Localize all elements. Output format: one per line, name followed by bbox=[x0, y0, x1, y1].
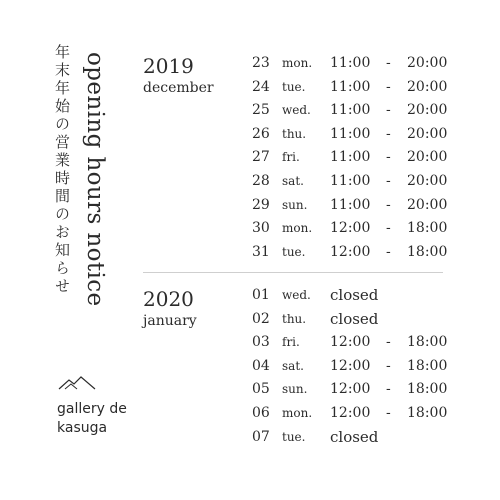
open-time: 12:00 bbox=[330, 404, 371, 421]
day-number: 06 bbox=[252, 404, 270, 421]
close-time: 20:00 bbox=[407, 196, 448, 213]
month-label: january bbox=[143, 313, 197, 329]
year-block-2020 bbox=[143, 287, 197, 331]
open-time: 12:00 bbox=[330, 357, 371, 374]
weekday: sun. bbox=[282, 382, 308, 397]
weekday: sat. bbox=[282, 173, 304, 188]
day-number: 31 bbox=[252, 243, 270, 260]
year-label: 2019 bbox=[143, 54, 194, 78]
day-number: 04 bbox=[252, 357, 270, 374]
day-number: 05 bbox=[252, 381, 270, 398]
open-time: 12:00 bbox=[330, 334, 371, 351]
time-separator: - bbox=[386, 125, 391, 142]
day-number: 30 bbox=[252, 220, 270, 237]
close-time: 18:00 bbox=[407, 334, 448, 351]
close-time: 18:00 bbox=[407, 404, 448, 421]
weekday: tue. bbox=[282, 79, 306, 94]
mountain-icon bbox=[57, 375, 97, 391]
close-time: 18:00 bbox=[407, 381, 448, 398]
day-number: 23 bbox=[252, 55, 270, 71]
page-title: opening hours notice bbox=[82, 52, 108, 307]
open-time: 11:00 bbox=[330, 78, 371, 95]
close-time: 18:00 bbox=[407, 243, 448, 260]
weekday: mon. bbox=[282, 405, 313, 420]
closed-status: closed bbox=[330, 427, 379, 446]
close-time: 20:00 bbox=[407, 102, 448, 119]
day-number: 02 bbox=[252, 310, 270, 327]
time-separator: - bbox=[386, 55, 391, 71]
day-number: 26 bbox=[252, 125, 270, 142]
month-label: december bbox=[143, 80, 214, 96]
close-time: 18:00 bbox=[407, 220, 448, 237]
year-label: 2020 bbox=[143, 287, 194, 311]
day-number: 01 bbox=[252, 287, 270, 303]
close-time: 20:00 bbox=[407, 149, 448, 166]
close-time: 20:00 bbox=[407, 172, 448, 189]
year-block-2019 bbox=[143, 54, 214, 98]
close-time: 20:00 bbox=[407, 78, 448, 95]
weekday: wed. bbox=[282, 103, 311, 118]
time-separator: - bbox=[386, 149, 391, 166]
day-number: 07 bbox=[252, 428, 270, 445]
open-time: 11:00 bbox=[330, 196, 371, 213]
time-separator: - bbox=[386, 78, 391, 95]
time-separator: - bbox=[386, 196, 391, 213]
day-number: 29 bbox=[252, 196, 270, 213]
time-separator: - bbox=[386, 102, 391, 119]
weekday: thu. bbox=[282, 126, 307, 141]
open-time: 11:00 bbox=[330, 102, 371, 119]
time-separator: - bbox=[386, 220, 391, 237]
day-number: 24 bbox=[252, 78, 270, 95]
weekday: fri. bbox=[282, 150, 300, 165]
weekday: thu. bbox=[282, 311, 307, 326]
close-time: 20:00 bbox=[407, 125, 448, 142]
weekday: sun. bbox=[282, 197, 308, 212]
day-number: 25 bbox=[252, 102, 270, 119]
logo-text bbox=[57, 400, 127, 438]
day-number: 27 bbox=[252, 149, 270, 166]
weekday: mon. bbox=[282, 221, 313, 236]
day-number: 03 bbox=[252, 334, 270, 351]
logo-line-2: kasuga bbox=[57, 420, 108, 436]
weekday: sat. bbox=[282, 358, 304, 373]
time-separator: - bbox=[386, 172, 391, 189]
open-time: 11:00 bbox=[330, 172, 371, 189]
open-time: 12:00 bbox=[330, 381, 371, 398]
open-time: 11:00 bbox=[330, 149, 371, 166]
section-divider bbox=[143, 272, 443, 273]
day-number: 28 bbox=[252, 172, 270, 189]
weekday: tue. bbox=[282, 244, 306, 259]
time-separator: - bbox=[386, 334, 391, 351]
time-separator: - bbox=[386, 243, 391, 260]
close-time: 18:00 bbox=[407, 357, 448, 374]
open-time: 12:00 bbox=[330, 243, 371, 260]
weekday: tue. bbox=[282, 429, 306, 444]
closed-status: closed bbox=[330, 286, 379, 304]
closed-status: closed bbox=[330, 309, 379, 328]
weekday: fri. bbox=[282, 335, 300, 350]
open-time: 12:00 bbox=[330, 220, 371, 237]
logo-line-1: gallery de bbox=[57, 401, 127, 417]
weekday: wed. bbox=[282, 288, 311, 302]
open-time: 11:00 bbox=[330, 125, 371, 142]
page-subtitle-ja: 年末年始の営業時間のお知らせ bbox=[53, 44, 71, 296]
time-separator: - bbox=[386, 404, 391, 421]
time-separator: - bbox=[386, 381, 391, 398]
open-time: 11:00 bbox=[330, 55, 371, 71]
weekday: mon. bbox=[282, 56, 313, 70]
time-separator: - bbox=[386, 357, 391, 374]
close-time: 20:00 bbox=[407, 55, 448, 71]
